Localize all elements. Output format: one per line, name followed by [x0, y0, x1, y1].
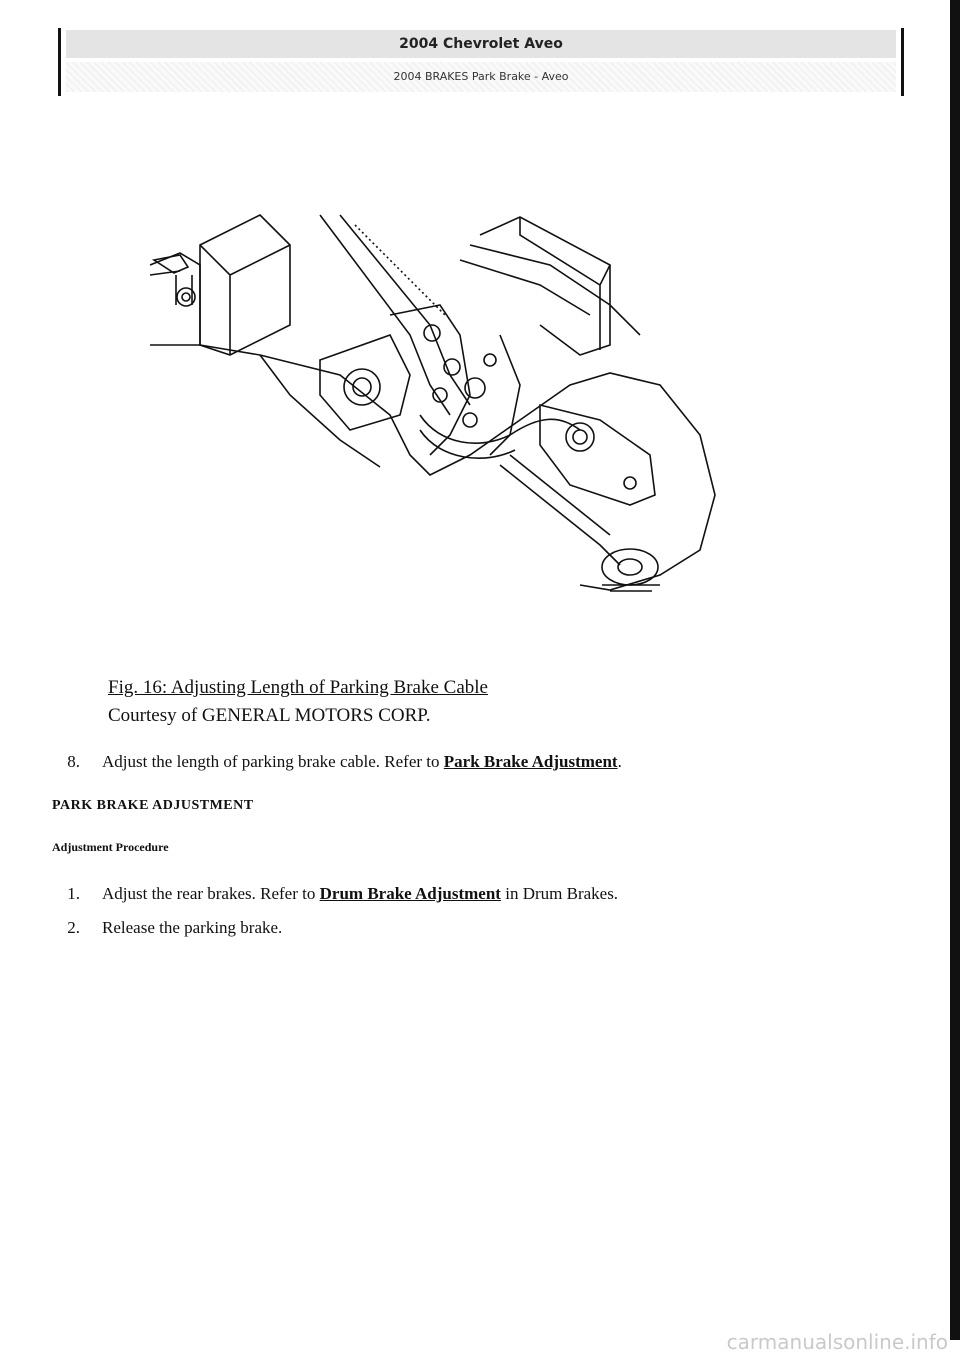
watermark: carmanualsonline.info	[726, 1330, 948, 1354]
step-8-text: Adjust the length of parking brake cable. Refer to	[102, 752, 444, 771]
section-subheading: Adjustment Procedure	[52, 840, 169, 854]
step-text	[102, 882, 618, 906]
parking-brake-cable-illustration	[140, 205, 730, 605]
section-heading: PARK BRAKE ADJUSTMENT	[52, 798, 254, 813]
step-2-text: Release the parking brake.	[102, 918, 283, 937]
step-text	[102, 916, 282, 940]
figure-caption-title[interactable]: Fig. 16: Adjusting Length of Parking Brake Cable	[108, 677, 488, 698]
document-subtitle: 2004 BRAKES Park Brake - Aveo	[66, 62, 896, 92]
park-brake-adjustment-link[interactable]: Park Brake Adjustment	[443, 752, 618, 771]
header-right-rule	[901, 28, 904, 96]
drum-brake-adjustment-link[interactable]: Drum Brake Adjustment	[319, 884, 501, 903]
document-title: 2004 Chevrolet Aveo	[66, 30, 896, 58]
step-text	[102, 750, 622, 774]
step-number: 1.	[67, 884, 80, 903]
figure-caption	[108, 674, 488, 730]
step-8-suffix: .	[617, 752, 622, 771]
step-1-suffix: in Drum Brakes.	[500, 884, 619, 903]
step-1-text: Adjust the rear brakes. Refer to	[102, 884, 320, 903]
right-edge-bar	[950, 0, 960, 1340]
header-left-rule	[58, 28, 61, 96]
step-number: 2.	[67, 918, 80, 937]
figure-caption-credit: Courtesy of GENERAL MOTORS CORP.	[108, 705, 431, 726]
step-number: 8.	[67, 752, 80, 771]
